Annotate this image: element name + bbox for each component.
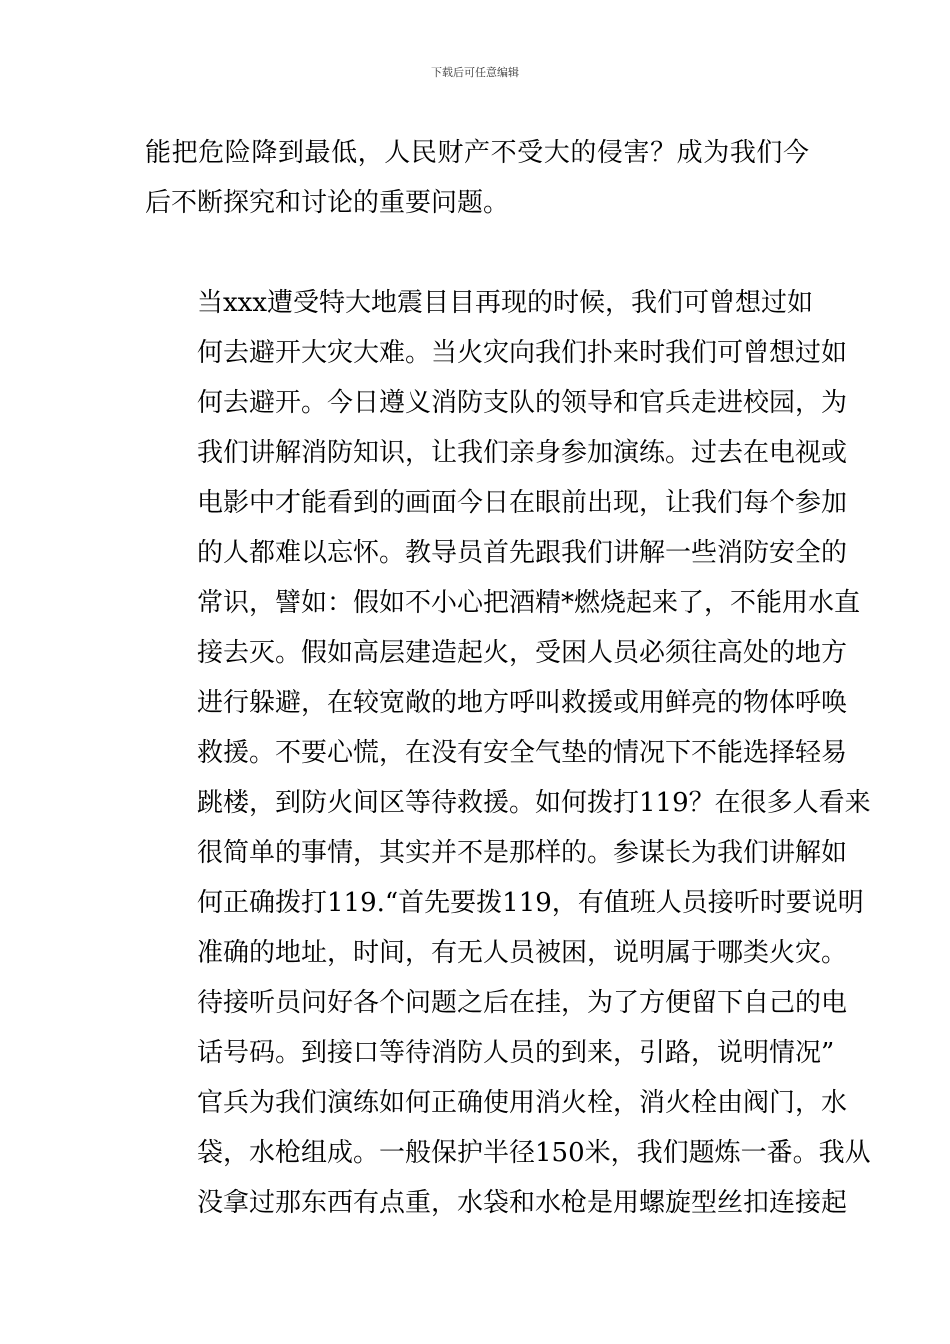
text-line: 何去避开大灾大难。当火灾向我们扑来时我们可曾想过如: [197, 338, 848, 368]
text-line: 常识，譬如：假如不小心把酒精*燃烧起来了，不能用水直: [197, 588, 861, 618]
text-line: 准确的地址，时间，有无人员被困，说明属于哪类火灾。: [197, 938, 848, 968]
text-line: 接去灭。假如高层建造起火，受困人员必须往高处的地方: [197, 638, 848, 668]
text-line: 后不断探究和讨论的重要问题。: [145, 188, 510, 218]
text-line: 很简单的事情，其实并不是那样的。参谋长为我们讲解如: [197, 838, 848, 868]
text-line: 当xxx遭受特大地震目目再现的时候，我们可曾想过如: [197, 288, 813, 318]
text-line: 进行躲避，在较宽敞的地方呼叫救援或用鲜亮的物体呼唤: [197, 688, 848, 718]
text-line: 能把危险降到最低，人民财产不受大的侵害？成为我们今: [145, 138, 809, 168]
paragraph-2: [145, 278, 871, 1228]
text-line: 跳楼，到防火间区等待救援。如何拨打119？在很多人看来: [197, 788, 871, 818]
text-line: 我们讲解消防知识，让我们亲身参加演练。过去在电视或: [197, 438, 848, 468]
text-line: 救援。不要心慌，在没有安全气垫的情况下不能选择轻易: [197, 738, 848, 768]
text-line: 待接听员问好各个问题之后在挂，为了方便留下自己的电: [197, 988, 848, 1018]
text-line: 袋，水枪组成。一般保护半径150米，我们题炼一番。我从: [197, 1138, 871, 1168]
text-line: 的人都难以忘怀。教导员首先跟我们讲解一些消防安全的: [197, 538, 848, 568]
text-line: 何去避开。今日遵义消防支队的领导和官兵走进校园，为: [197, 388, 848, 418]
text-line: 何正确拨打119.“首先要拨119，有值班人员接听时要说明: [197, 888, 864, 918]
text-line: 话号码。到接口等待消防人员的到来，引路，说明情况”: [197, 1038, 835, 1068]
text-line: 电影中才能看到的画面今日在眼前出现，让我们每个参加: [197, 488, 848, 518]
page-header-note: 下载后可任意编辑: [431, 66, 519, 79]
paragraph-1: [145, 128, 809, 228]
text-line: 没拿过那东西有点重，水袋和水枪是用螺旋型丝扣连接起: [197, 1188, 848, 1218]
text-line: 官兵为我们演练如何正确使用消火栓，消火栓由阀门，水: [197, 1088, 848, 1118]
